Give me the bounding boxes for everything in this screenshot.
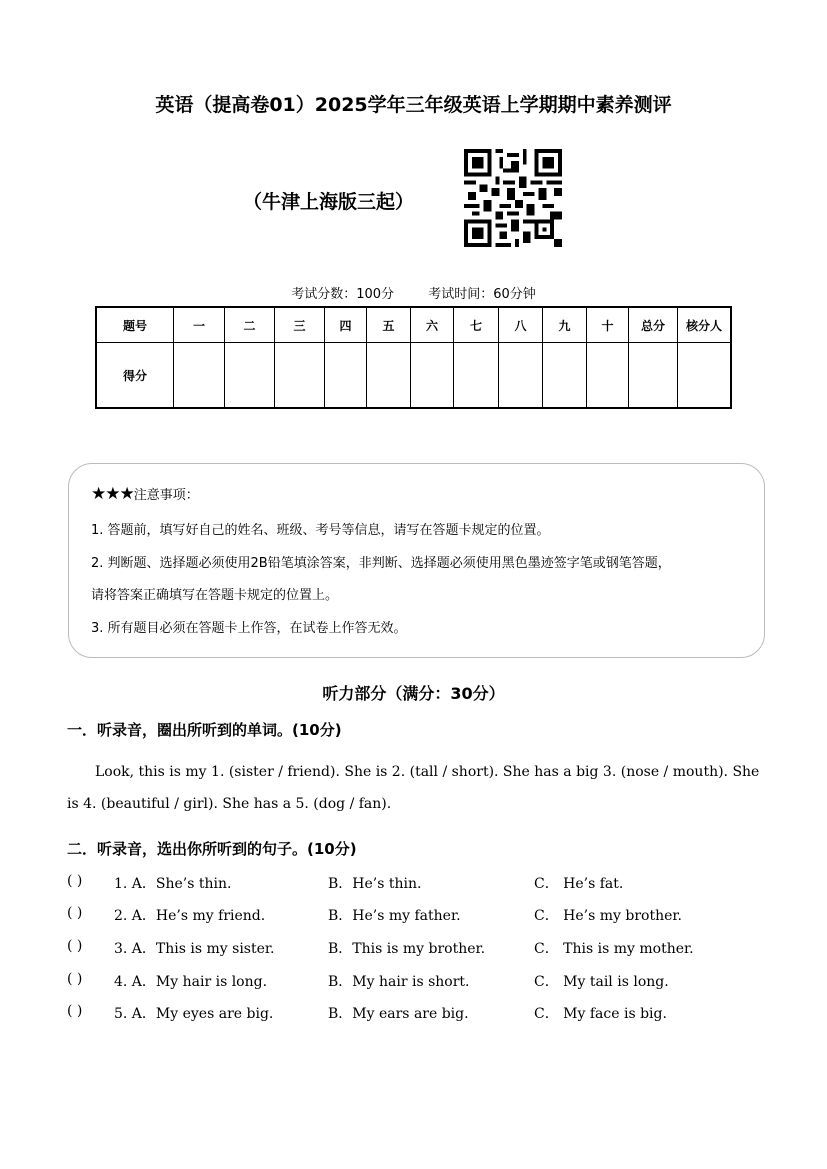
option-a: 1. A．She’s thin. — [114, 876, 232, 892]
answer-blank[interactable]: ( ) — [67, 1003, 83, 1019]
notice-box — [68, 463, 765, 658]
star-icon: ★★★ — [91, 484, 134, 504]
score-header-cell: 八 — [499, 307, 543, 343]
option-c: C． My tail is long. — [534, 974, 669, 990]
option-c: C． This is my mother. — [534, 941, 694, 957]
option-a: 2. A．He’s my friend. — [114, 908, 266, 924]
score-header-cell: 四 — [325, 307, 367, 343]
qr-code-icon — [464, 149, 562, 247]
page-title: 英语（提高卷01）2025学年三年级英语上学期期中素养测评 — [155, 94, 672, 116]
exam-score-info: 考试分数：100分 — [291, 287, 395, 302]
notice-title — [91, 484, 199, 504]
option-a: 3. A．This is my sister. — [114, 941, 275, 957]
exam-info — [0, 283, 827, 302]
score-header-cell: 七 — [454, 307, 499, 343]
answer-blank[interactable]: ( ) — [67, 938, 83, 954]
score-cell[interactable] — [543, 343, 587, 409]
option-a: 4. A．My hair is long. — [114, 974, 268, 990]
notice-item: 3. 所有题目必须在答题卡上作答，在试卷上作答无效。 — [91, 621, 407, 636]
score-header-cell: 十 — [587, 307, 629, 343]
option-c: C． He’s fat. — [534, 876, 624, 892]
answer-blank[interactable]: ( ) — [67, 971, 83, 987]
notice-item: 2. 判断题、选择题必须使用2B铅笔填涂答案，非判断、选择题必须使用黑色墨迹签字笔或钢笔答题， — [91, 556, 671, 571]
section-1-heading: 一．听录音，圈出所听到的单词。(10分) — [67, 721, 342, 739]
score-cell[interactable] — [629, 343, 678, 409]
exam-time-info: 考试时间：60分钟 — [428, 287, 536, 302]
score-header-cell: 二 — [225, 307, 275, 343]
score-cell[interactable] — [275, 343, 325, 409]
option-b: B．My ears are big. — [328, 1006, 469, 1022]
score-cell[interactable] — [454, 343, 499, 409]
notice-title-text: 注意事项： — [133, 488, 199, 503]
score-cell[interactable] — [225, 343, 275, 409]
score-table — [95, 306, 732, 409]
score-header-cell: 五 — [367, 307, 411, 343]
score-cell[interactable] — [367, 343, 411, 409]
option-b: B．My hair is short. — [328, 974, 470, 990]
section-2-heading: 二．听录音，选出你所听到的句子。(10分) — [67, 840, 357, 858]
score-header-cell: 一 — [174, 307, 225, 343]
score-cell[interactable] — [174, 343, 225, 409]
score-header-cell: 题号 — [96, 307, 174, 343]
answer-blank[interactable]: ( ) — [67, 905, 83, 921]
score-header-cell: 三 — [275, 307, 325, 343]
option-b: B．He’s thin. — [328, 876, 422, 892]
score-row-label: 得分 — [96, 343, 174, 409]
answer-blank[interactable]: ( ) — [67, 873, 83, 889]
page-subtitle: （牛津上海版三起） — [243, 191, 415, 213]
score-header-cell: 六 — [411, 307, 454, 343]
score-header-cell: 总分 — [629, 307, 678, 343]
score-cell[interactable] — [678, 343, 732, 409]
option-b: B．This is my brother. — [328, 941, 486, 957]
score-header-cell: 核分人 — [678, 307, 732, 343]
option-a: 5. A．My eyes are big. — [114, 1006, 274, 1022]
score-cell[interactable] — [587, 343, 629, 409]
option-b: B．He’s my father. — [328, 908, 461, 924]
section-1-paragraph: Look, this is my 1. (sister / friend). She is 2. (tall / short). She has a big 3. (nose / mouth). She is 4. (beautiful / girl). She has a 5. (dog / fan). — [67, 764, 760, 812]
score-cell[interactable] — [411, 343, 454, 409]
notice-item: 请将答案正确填写在答题卡规定的位置上。 — [91, 588, 339, 603]
score-cell[interactable] — [325, 343, 367, 409]
listening-part-title: 听力部分（满分：30分） — [322, 684, 505, 703]
option-c: C． My face is big. — [534, 1006, 667, 1022]
score-header-cell: 九 — [543, 307, 587, 343]
score-cell[interactable] — [499, 343, 543, 409]
notice-item: 1. 答题前，填写好自己的姓名、班级、考号等信息，请写在答题卡规定的位置。 — [91, 523, 550, 538]
option-c: C． He’s my brother. — [534, 908, 682, 924]
